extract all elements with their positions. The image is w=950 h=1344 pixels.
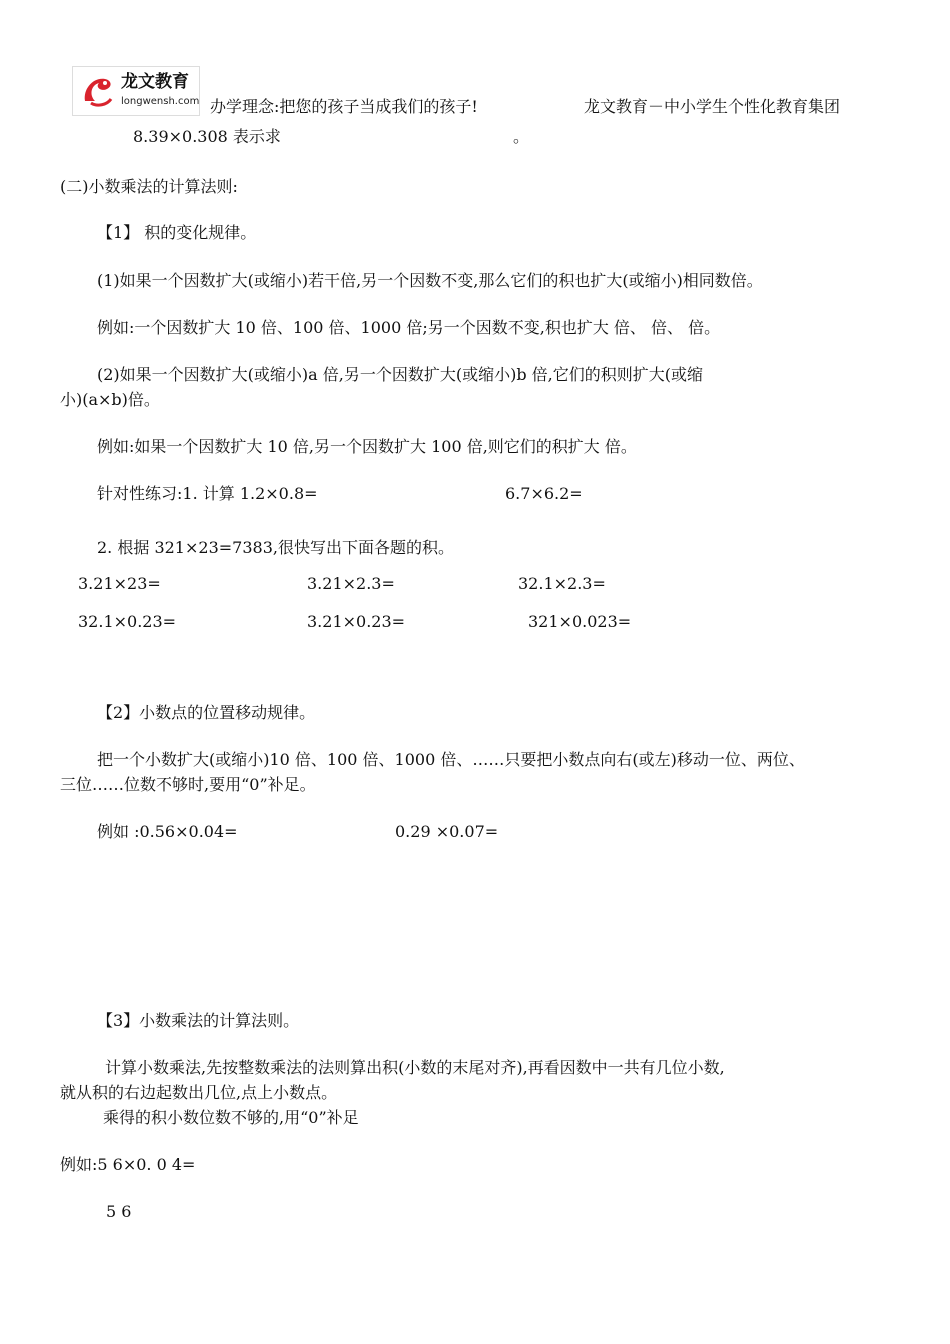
header-group: 龙文教育－中小学生个性化教育集团 bbox=[584, 97, 841, 116]
rule-3-heading: 【3】小数乘法的计算法则。 bbox=[97, 1011, 300, 1030]
practice-1b: 6.7×6.2= bbox=[505, 484, 583, 503]
practice-2: 2. 根据 321×23=7383,很快写出下面各题的积。 bbox=[97, 538, 454, 557]
line-meaning: 8.39×0.308 表示求 bbox=[133, 127, 281, 146]
rule-2-heading: 【2】小数点的位置移动规律。 bbox=[97, 703, 316, 722]
example-3b: 0.29 ×0.07= bbox=[395, 822, 499, 841]
calc-2-3: 321×0.023= bbox=[528, 612, 632, 631]
dragon-logo-icon bbox=[77, 71, 117, 111]
rule-3-text-3: 乘得的积小数位数不够的,用“0”补足 bbox=[103, 1108, 359, 1127]
logo bbox=[72, 66, 200, 116]
example-4-work: 5 6 bbox=[106, 1202, 132, 1221]
practice-1a: 针对性练习:1. 计算 1.2×0.8= bbox=[97, 484, 318, 503]
rule-1-heading: 【1】 积的变化规律。 bbox=[97, 223, 257, 242]
calc-1-3: 32.1×2.3= bbox=[518, 574, 606, 593]
rule-3-text-1: 计算小数乘法,先按整数乘法的法则算出积(小数的末尾对齐),再看因数中一共有几位小数, bbox=[105, 1058, 725, 1077]
example-2: 例如:如果一个因数扩大 10 倍,另一个因数扩大 100 倍,则它们的积扩大 倍。 bbox=[97, 437, 637, 456]
rule-3-text-2: 就从积的右边起数出几位,点上小数点。 bbox=[60, 1083, 338, 1102]
line-meaning-end: 。 bbox=[513, 127, 530, 146]
rule-2-text-1: 把一个小数扩大(或缩小)10 倍、100 倍、1000 倍、……只要把小数点向右(或左)移动一位、两位、 bbox=[97, 750, 805, 769]
section-title-2: (二)小数乘法的计算法则: bbox=[60, 177, 238, 196]
calc-2-1: 32.1×0.23= bbox=[78, 612, 177, 631]
calc-2-2: 3.21×0.23= bbox=[307, 612, 406, 631]
calc-1-1: 3.21×23= bbox=[78, 574, 161, 593]
header-motto: 办学理念:把您的孩子当成我们的孩子! bbox=[210, 97, 478, 116]
rule-1-point-2a: (2)如果一个因数扩大(或缩小)a 倍,另一个因数扩大(或缩小)b 倍,它们的积则扩大(或缩 bbox=[97, 365, 704, 384]
example-1: 例如:一个因数扩大 10 倍、100 倍、1000 倍;另一个因数不变,积也扩大 倍、 倍、 倍。 bbox=[97, 318, 721, 337]
rule-2-text-2: 三位……位数不够时,要用“0”补足。 bbox=[60, 775, 316, 794]
example-4: 例如:5 6×0. 0 4= bbox=[60, 1155, 196, 1174]
rule-1-point-2b: 小)(a×b)倍。 bbox=[60, 390, 160, 409]
logo-name: 龙文教育 bbox=[121, 72, 189, 92]
calc-1-2: 3.21×2.3= bbox=[307, 574, 395, 593]
example-3a: 例如 :0.56×0.04= bbox=[97, 822, 238, 841]
rule-1-point-1: (1)如果一个因数扩大(或缩小)若干倍,另一个因数不变,那么它们的积也扩大(或缩小)相同数倍。 bbox=[97, 271, 763, 290]
logo-url: longwensh.com bbox=[121, 96, 200, 107]
